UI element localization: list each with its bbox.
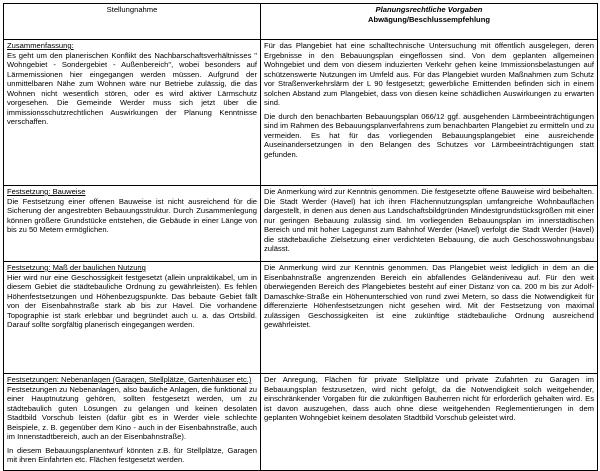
header-stellungnahme: Stellungnahme	[4, 4, 261, 40]
statement-cell	[4, 186, 261, 262]
statement-text: In diesem Bebauungsplanentwurf könnten z.B. für Stellplätze, Garagen mit ihren Einfahrten etc. Flächen festgesetzt werden.	[7, 445, 257, 464]
statement-text: Hier wird nur eine Geschossigkeit festgesetzt (allein unpraktikabel, um in diesem Gebiet die städtebauliche Ordnung zu gewährleisten). Es fehlen Höhenfestsetzungen und Höhenbezugspunkte. Das bebaute Gebiet fällt von der Eisenbahnstraße stark ab bis zur Havel. Die vorhandene Topographie ist stark erlebbar und begründet auch u. a. das Ortsbild. Darauf sollte sorgfältig planerisch eingegangen werden.	[7, 272, 257, 329]
statement-text: Es geht um den planerischen Konflikt des Nachbarschaftsverhältnisses " Wohngebiet - Sondergebiet - Außenbereich", wobei besonders auf Lärmemissionen hier eingegangen werden müssen. Aufgrund der unmittelbaren Nähe zum Wohnen wäre nur Betriebe zulässig, die das Wohnen nicht wesentlich stören, oder es wird aktiver Lärmschutz vorgesehen. Die Gemeinde Werder muss sich jetzt über die immissionsschutzrechtlichen Auswirkungen der Planung Kenntnisse verschaffen.	[7, 50, 257, 126]
header-col2-line1: Planungsrechtliche Vorgaben	[375, 5, 483, 14]
header-planungsrecht	[261, 4, 598, 40]
response-text: Die Anmerkung wird zur Kenntnis genommen. Die festgesetzte offene Bauweise wird beibehalten. Die Stadt Werder (Havel) hat ich ihren Flächennutzungsplan umfangreiche Wohnbauflächen dargestellt, in denen aus denen aus Landschaftsbildgründen Mindestgrundstücksgrößen mit einer nur geringen Bebauung zulässig sind. Im vorliegenden Bebauungsplan im innerstädtischen Bereich und mit hoher Lagegunst zum Bahnhof Werder (Havel) verfolgt die Stadt Werder (Havel) die städtebauliche Zielsetzung einer verdichteten Bebauung, die auch Geschosswohnungsbau zulässt.	[264, 187, 594, 253]
table-row	[4, 262, 598, 374]
response-text: Die Anmerkung wird zur Kenntnis genommen. Das Plangebiet weist lediglich in dem an die Eisenbahnstraße angrenzenden Bereich ein abfallendes Geländeniveau auf. Für den weit überwiegenden Bereich des Plangebietes besteht auf einer Distanz von ca. 200 m bis zur Adolf-Damaschke-Straße ein Höhenunterschied von rund zwei Metern, so dass die Notwendigkeit für differenzierte Höhenfestsetzungen nicht gesehen wird. Mit der Festsetzung von maximal zulässigen Geschossigkeiten ist eine zukünftige städtebauliche Ordnung ausreichend gewährleistet.	[264, 263, 594, 329]
response-cell	[261, 186, 598, 262]
response-text: Die durch den benachbarten Bebauungsplan 066/12 ggf. ausgehenden Lärmbeeinträchtigungen sind im Rahmen des Bebauungsplanverfahrens zum benachbarten Plangebiet zu ermitteln und zu vermeiden. Es hat für das vorliegenden Bebauungsplangebiet eine ausreichende Auseinandersetzungen in den Belangen des Schutzes vor Lärmbeeinträchtigungen statt gefunden.	[264, 111, 594, 159]
section-heading: Festsetzung: Bauweise	[7, 187, 86, 196]
table-header-row	[4, 4, 598, 40]
section-heading: Festsetzung: Maß der baulichen Nutzung	[7, 263, 146, 272]
statement-cell	[4, 262, 261, 374]
response-cell	[261, 40, 598, 186]
table-row	[4, 40, 598, 186]
response-text: Der Anregung, Flächen für private Stellplätze und private Zufahrten zu Garagen im Bebauungsplan festzusetzen, wird nicht gefolgt, da die Notwendigkeit solch weitgehender, einschränkender Vorgaben für die zukünftigen Bauherren nicht für erforderlich gehalten wird. Es ist davon auszugehen, dass auch ohne diese weitgehenden Reglementierungen in dem geplanten Wohngebiet keinem desolaten Stadtbild Vorschub geleistet wird.	[264, 375, 594, 422]
statement-text: Die Festsetzung einer offenen Bauweise ist nicht ausreichend für die Sicherung der angestrebten Bebauungsstruktur. Durch Zusammenlegung können größere Grundstücke entstehen, die Gebäude in einer Länge von bis zu 50 Metern ermöglichen.	[7, 196, 257, 234]
section-heading: Zusammenfassung:	[7, 41, 74, 50]
statement-cell	[4, 40, 261, 186]
response-text: Für das Plangebiet hat eine schalltechnische Untersuchung mit öffentlich ausgelegen, deren Ergebnisse in den Bebauungsplan eingeflossen sind. Von dem geplanten allgemeinen Wohngebiet und dem von diesem induzierten Verkehr gehen keine Immissionsbelastungen auf schützenswerte Nutzungen im Umfeld aus. Für das Plangebiet wurden Maßnahmen zum Schutz vor Straßenverkehrslärm der L 90 festgesetzt; gewerbliche Emittenden befinden sich in einem solchen Abstand zum Plangebiet, dass von diesen keine schädlichen Auswirkungen zu erwarten sind.	[264, 41, 594, 107]
statement-text: Festsetzungen zu Nebenanlagen, also bauliche Anlagen, die funktional zu einer Hauptnutzung gehören, sollten festgesetzt werden, um zu städtebaulich guten Lösungen zu gelangen und keinen desolaten Stadtbild Vorschub leisten (dafür gibt es in Werder viele schlechte Beispiele, z. B. gegenüber dem Kino - auch in der Eisenbahnstraße, auch im Innenstadtbereich, auch an der Eisenbahnstraße).	[7, 384, 257, 441]
response-cell	[261, 374, 598, 471]
table-row	[4, 374, 598, 471]
section-heading: Festsetzungen: Nebenanlagen (Garagen, Stellplätze, Gartenhäuser etc.)	[7, 375, 252, 384]
table-row	[4, 186, 598, 262]
response-cell	[261, 262, 598, 374]
header-col2-line2: Abwägung/Beschlussempfehlung	[368, 14, 490, 24]
statement-table	[3, 3, 598, 471]
statement-cell	[4, 374, 261, 471]
